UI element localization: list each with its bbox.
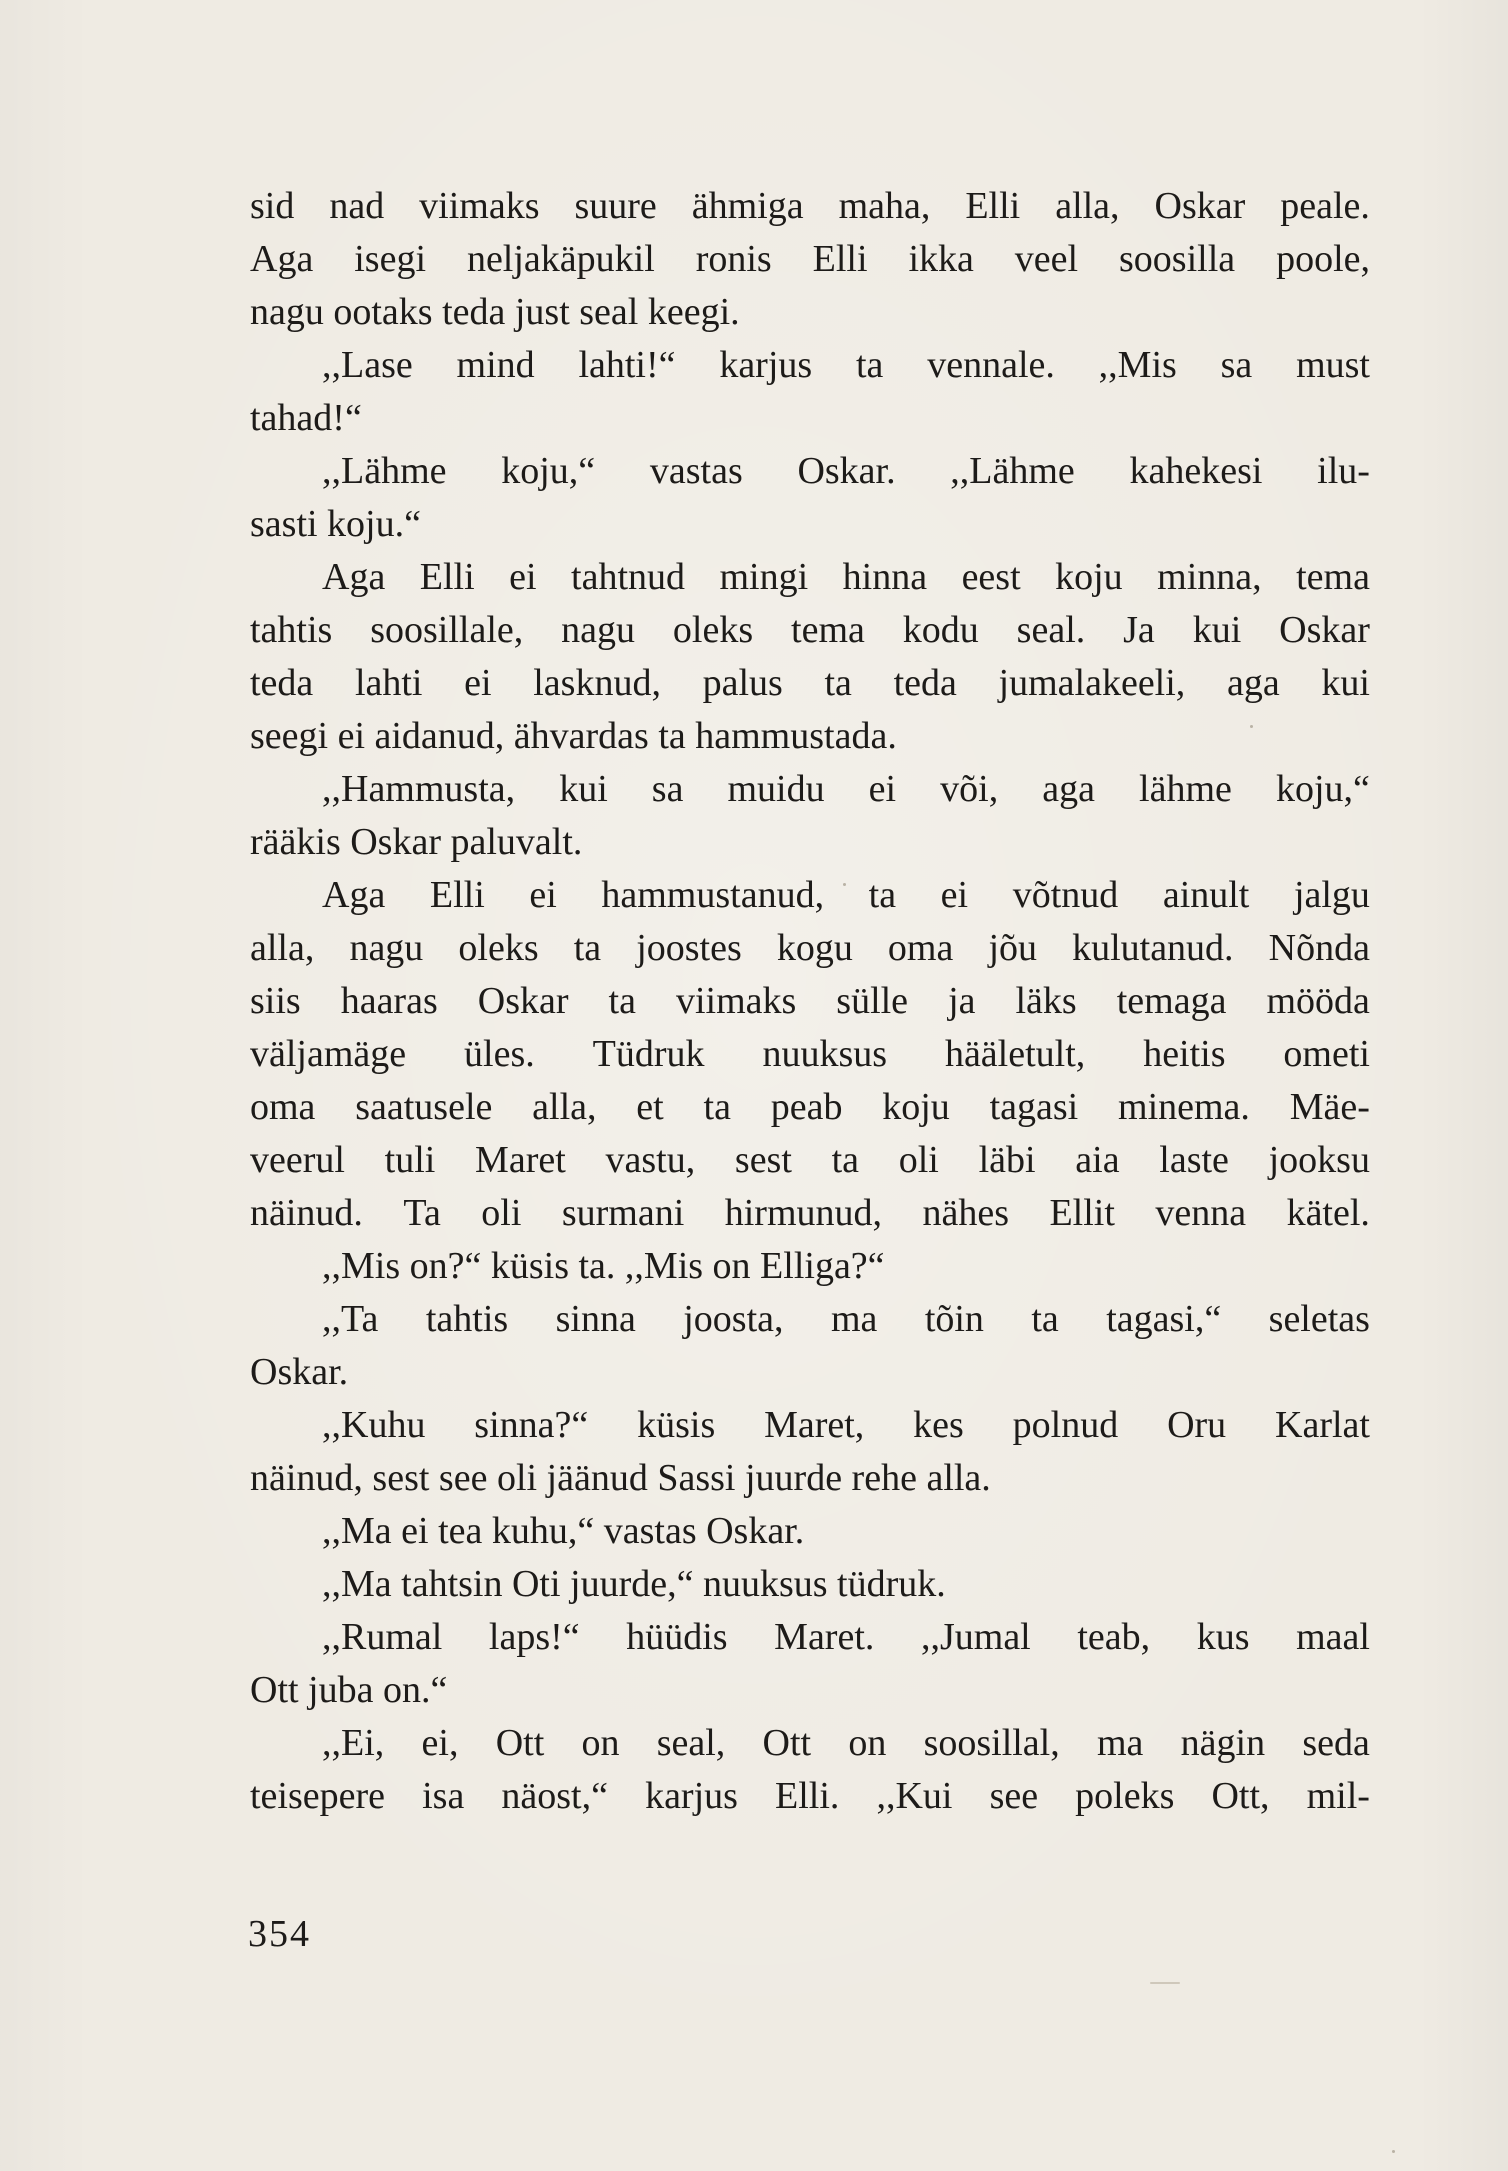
word: läks xyxy=(1015,980,1077,1022)
word: seal. xyxy=(1016,609,1086,651)
word: poole, xyxy=(1276,238,1370,280)
line-text: ,,Ma ei tea kuhu,“ vastas Oskar. xyxy=(322,1510,805,1552)
word: oma xyxy=(250,1086,316,1128)
text-line xyxy=(250,1770,1370,1823)
word: aga xyxy=(1042,768,1095,810)
word: palus xyxy=(702,662,783,704)
word: kui xyxy=(559,768,608,810)
word: Maret xyxy=(475,1139,566,1181)
word: tagasi xyxy=(989,1086,1079,1128)
text-line xyxy=(250,1664,1370,1717)
word: tema xyxy=(791,609,865,651)
paper-speck xyxy=(1250,725,1253,728)
word: teab, xyxy=(1077,1616,1151,1658)
word: viimaks xyxy=(419,185,540,227)
word: soosillale, xyxy=(370,609,524,651)
text-line xyxy=(250,180,1370,233)
word: Ott xyxy=(762,1722,812,1764)
word: saatusele xyxy=(355,1086,493,1128)
word: nägin xyxy=(1180,1722,1266,1764)
text-line xyxy=(250,233,1370,286)
word: vennale. xyxy=(927,344,1055,386)
text-line xyxy=(250,710,1370,763)
word: Maret. xyxy=(774,1616,875,1658)
word: on xyxy=(581,1722,620,1764)
word: ei xyxy=(940,874,969,916)
word: ta xyxy=(855,344,884,386)
word: sa xyxy=(1220,344,1253,386)
word: kus xyxy=(1196,1616,1250,1658)
text-line xyxy=(250,975,1370,1028)
word: teisepere xyxy=(250,1775,386,1817)
word: Elli xyxy=(419,556,475,598)
word: oleks xyxy=(458,927,539,969)
word: Oskar. xyxy=(797,450,896,492)
line-text: näinud, sest see oli jäänud Sassi juurde rehe alla. xyxy=(250,1457,991,1499)
word: mind xyxy=(456,344,535,386)
word: Ott, xyxy=(1211,1775,1270,1817)
word: sülle xyxy=(836,980,909,1022)
text-line xyxy=(250,763,1370,816)
text-line xyxy=(250,1717,1370,1770)
word: ähmiga xyxy=(691,185,804,227)
word: joosta, xyxy=(683,1298,784,1340)
word: nagu xyxy=(349,927,424,969)
word: lahti xyxy=(354,662,423,704)
word: Oskar xyxy=(1279,609,1370,651)
word: seal, xyxy=(656,1722,726,1764)
word: must xyxy=(1296,344,1370,386)
word: kui xyxy=(1192,609,1242,651)
word: et xyxy=(636,1086,664,1128)
body-text xyxy=(250,180,1370,1823)
text-line xyxy=(250,498,1370,551)
word: tõin xyxy=(924,1298,984,1340)
word: ,,Kuhu xyxy=(322,1404,426,1446)
word: surmani xyxy=(561,1192,685,1234)
word: kätel. xyxy=(1286,1192,1370,1234)
word: haaras xyxy=(340,980,438,1022)
word: lahti!“ xyxy=(578,344,676,386)
word: koju xyxy=(882,1086,950,1128)
word: Oskar xyxy=(477,980,569,1022)
word: ilu- xyxy=(1317,450,1370,492)
word: näost,“ xyxy=(501,1775,608,1817)
word: ma xyxy=(1096,1722,1144,1764)
word: ,,Rumal xyxy=(322,1616,443,1658)
text-line xyxy=(250,604,1370,657)
text-line xyxy=(250,1081,1370,1134)
word: ta xyxy=(573,927,602,969)
word: väljamäge xyxy=(250,1033,407,1075)
word: maha, xyxy=(838,185,931,227)
text-line xyxy=(250,445,1370,498)
word: Elli xyxy=(965,185,1021,227)
word: vastas xyxy=(649,450,743,492)
word: Oru xyxy=(1167,1404,1227,1446)
word: ,,Lase xyxy=(322,344,413,386)
word: Oskar xyxy=(1154,185,1246,227)
word: ikka xyxy=(908,238,974,280)
word: üles. xyxy=(464,1033,535,1075)
word: või, xyxy=(940,768,999,810)
paper-speck xyxy=(843,883,846,886)
word: isa xyxy=(422,1775,465,1817)
word: ometi xyxy=(1283,1033,1370,1075)
word: isegi xyxy=(354,238,427,280)
line-text: ,,Ma tahtsin Oti juurde,“ nuuksus tüdruk. xyxy=(322,1563,946,1605)
word: ei xyxy=(868,768,897,810)
text-line xyxy=(250,869,1370,922)
word: peab xyxy=(770,1086,843,1128)
word: ,,Mis xyxy=(1098,344,1177,386)
word: Mäe- xyxy=(1289,1086,1370,1128)
text-line xyxy=(250,551,1370,604)
word: hääletult, xyxy=(944,1033,1086,1075)
word: Elli xyxy=(429,874,485,916)
paper-speck xyxy=(1392,2150,1395,2153)
word: hammustanud, xyxy=(601,874,825,916)
word: veel xyxy=(1014,238,1079,280)
word: näinud. xyxy=(250,1192,363,1234)
word: laps!“ xyxy=(488,1616,580,1658)
word: teda xyxy=(893,662,957,704)
word: jumalakeeli, xyxy=(998,662,1186,704)
text-line xyxy=(250,1028,1370,1081)
word: ,,Lähme xyxy=(322,450,447,492)
word: ta xyxy=(1031,1298,1059,1340)
text-line xyxy=(250,1240,1370,1293)
word: kes xyxy=(913,1404,964,1446)
word: ei, xyxy=(421,1722,459,1764)
word: jõu xyxy=(988,927,1037,969)
word: mil- xyxy=(1306,1775,1370,1817)
word: Tüdruk xyxy=(592,1033,705,1075)
word: on xyxy=(848,1722,887,1764)
word: Karlat xyxy=(1275,1404,1370,1446)
word: tema xyxy=(1296,556,1370,598)
word: ma xyxy=(830,1298,878,1340)
word: tahtnud xyxy=(571,556,686,598)
line-text: nagu ootaks teda just seal keegi. xyxy=(250,291,740,333)
word: hinna xyxy=(842,556,928,598)
word: siis xyxy=(250,980,301,1022)
word: hüüdis xyxy=(626,1616,728,1658)
word: ta xyxy=(831,1139,860,1181)
word: koju,“ xyxy=(501,450,596,492)
text-line xyxy=(250,286,1370,339)
word: karjus xyxy=(645,1775,738,1817)
word: ja xyxy=(948,980,976,1022)
word: Ja xyxy=(1123,609,1155,651)
word: ,,Jumal xyxy=(920,1616,1031,1658)
word: hirmunud, xyxy=(724,1192,883,1234)
word: nähes xyxy=(922,1192,1010,1234)
word: ei xyxy=(529,874,557,916)
word: ta xyxy=(868,874,897,916)
word: mööda xyxy=(1266,980,1370,1022)
line-text: Oskar. xyxy=(250,1351,349,1393)
word: vastu, xyxy=(605,1139,696,1181)
word: ,,Kui xyxy=(876,1775,953,1817)
word: küsis xyxy=(637,1404,716,1446)
word: Ellit xyxy=(1049,1192,1115,1234)
text-line xyxy=(250,1134,1370,1187)
word: ei xyxy=(509,556,537,598)
word: Aga xyxy=(322,874,386,916)
word: nagu xyxy=(561,609,636,651)
word: lasknud, xyxy=(533,662,661,704)
word: Aga xyxy=(250,238,314,280)
word: tagasi,“ xyxy=(1106,1298,1222,1340)
word: tahtis xyxy=(250,609,333,651)
word: temaga xyxy=(1116,980,1227,1022)
text-line xyxy=(250,1346,1370,1399)
word: Ta xyxy=(403,1192,441,1234)
word: eest xyxy=(961,556,1021,598)
word: Elli. xyxy=(775,1775,840,1817)
word: ainult xyxy=(1162,874,1250,916)
line-text: rääkis Oskar paluvalt. xyxy=(250,821,583,863)
word: koju xyxy=(1055,556,1123,598)
word: ei xyxy=(464,662,492,704)
word: kogu xyxy=(776,927,853,969)
word: oma xyxy=(887,927,954,969)
word: maal xyxy=(1296,1616,1370,1658)
text-line xyxy=(250,1611,1370,1664)
word: peale. xyxy=(1280,185,1370,227)
word: poleks xyxy=(1075,1775,1175,1817)
word: ta xyxy=(824,662,852,704)
word: seletas xyxy=(1268,1298,1370,1340)
word: venna xyxy=(1155,1192,1247,1234)
word: alla, xyxy=(250,927,315,969)
text-line xyxy=(250,1399,1370,1452)
word: neljakäpukil xyxy=(466,238,655,280)
word: seda xyxy=(1302,1722,1370,1764)
word: ,,Ei, xyxy=(322,1722,385,1764)
word: aia xyxy=(1075,1139,1120,1181)
line-text: ,,Mis on?“ küsis ta. ,,Mis on Elliga?“ xyxy=(322,1245,885,1287)
word: laste xyxy=(1159,1139,1229,1181)
word: lähme xyxy=(1139,768,1232,810)
word: ta xyxy=(608,980,636,1022)
word: heitis xyxy=(1143,1033,1226,1075)
word: minema. xyxy=(1118,1086,1250,1128)
page-number: 354 xyxy=(248,1913,311,1955)
word: oli xyxy=(898,1139,939,1181)
word: läbi xyxy=(978,1139,1036,1181)
word: karjus xyxy=(719,344,813,386)
paper-speck xyxy=(1150,1982,1180,1984)
word: nuuksus xyxy=(762,1033,888,1075)
word: aga xyxy=(1226,662,1280,704)
text-line xyxy=(250,1452,1370,1505)
word: jalgu xyxy=(1293,874,1370,916)
word: Elli xyxy=(812,238,868,280)
word: Aga xyxy=(322,556,386,598)
text-line xyxy=(250,657,1370,710)
text-line xyxy=(250,392,1370,445)
line-text: sasti koju.“ xyxy=(250,503,421,545)
word: soosilla xyxy=(1119,238,1236,280)
word: Maret, xyxy=(764,1404,865,1446)
word: oleks xyxy=(672,609,754,651)
word: Ott xyxy=(495,1722,545,1764)
word: ta xyxy=(703,1086,731,1128)
word: suure xyxy=(574,185,657,227)
word: ronis xyxy=(695,238,772,280)
word: soosillal, xyxy=(923,1722,1060,1764)
word: muidu xyxy=(727,768,825,810)
word: Nõnda xyxy=(1268,927,1370,969)
word: ,,Hammusta, xyxy=(322,768,516,810)
word: sest xyxy=(734,1139,792,1181)
line-text: seegi ei aidanud, ähvardas ta hammustada. xyxy=(250,715,897,757)
word: sinna xyxy=(555,1298,636,1340)
word: kui xyxy=(1321,662,1370,704)
word: see xyxy=(989,1775,1039,1817)
word: joostes xyxy=(636,927,742,969)
word: alla, xyxy=(1055,185,1120,227)
word: sa xyxy=(651,768,684,810)
word: jooksu xyxy=(1268,1139,1370,1181)
word: koju,“ xyxy=(1275,768,1370,810)
word: ,,Ta xyxy=(322,1298,379,1340)
word: võtnud xyxy=(1012,874,1119,916)
word: veerul xyxy=(250,1139,345,1181)
text-line xyxy=(250,1293,1370,1346)
text-line xyxy=(250,1505,1370,1558)
word: kodu xyxy=(902,609,979,651)
text-line xyxy=(250,816,1370,869)
line-text: tahad!“ xyxy=(250,397,362,439)
word: sid xyxy=(250,185,295,227)
word: nad xyxy=(329,185,385,227)
word: mingi xyxy=(719,556,809,598)
word: polnud xyxy=(1012,1404,1119,1446)
word: tuli xyxy=(384,1139,436,1181)
line-text: Ott juba on.“ xyxy=(250,1669,448,1711)
text-line xyxy=(250,339,1370,392)
word: tahtis xyxy=(425,1298,509,1340)
word: viimaks xyxy=(675,980,797,1022)
word: kulutanud. xyxy=(1072,927,1234,969)
text-line xyxy=(250,1558,1370,1611)
word: kahekesi xyxy=(1129,450,1263,492)
word: ,,Lähme xyxy=(950,450,1075,492)
word: minna, xyxy=(1157,556,1262,598)
word: oli xyxy=(481,1192,522,1234)
text-line xyxy=(250,922,1370,975)
word: alla, xyxy=(532,1086,597,1128)
word: sinna?“ xyxy=(474,1404,589,1446)
text-line xyxy=(250,1187,1370,1240)
word: teda xyxy=(250,662,314,704)
